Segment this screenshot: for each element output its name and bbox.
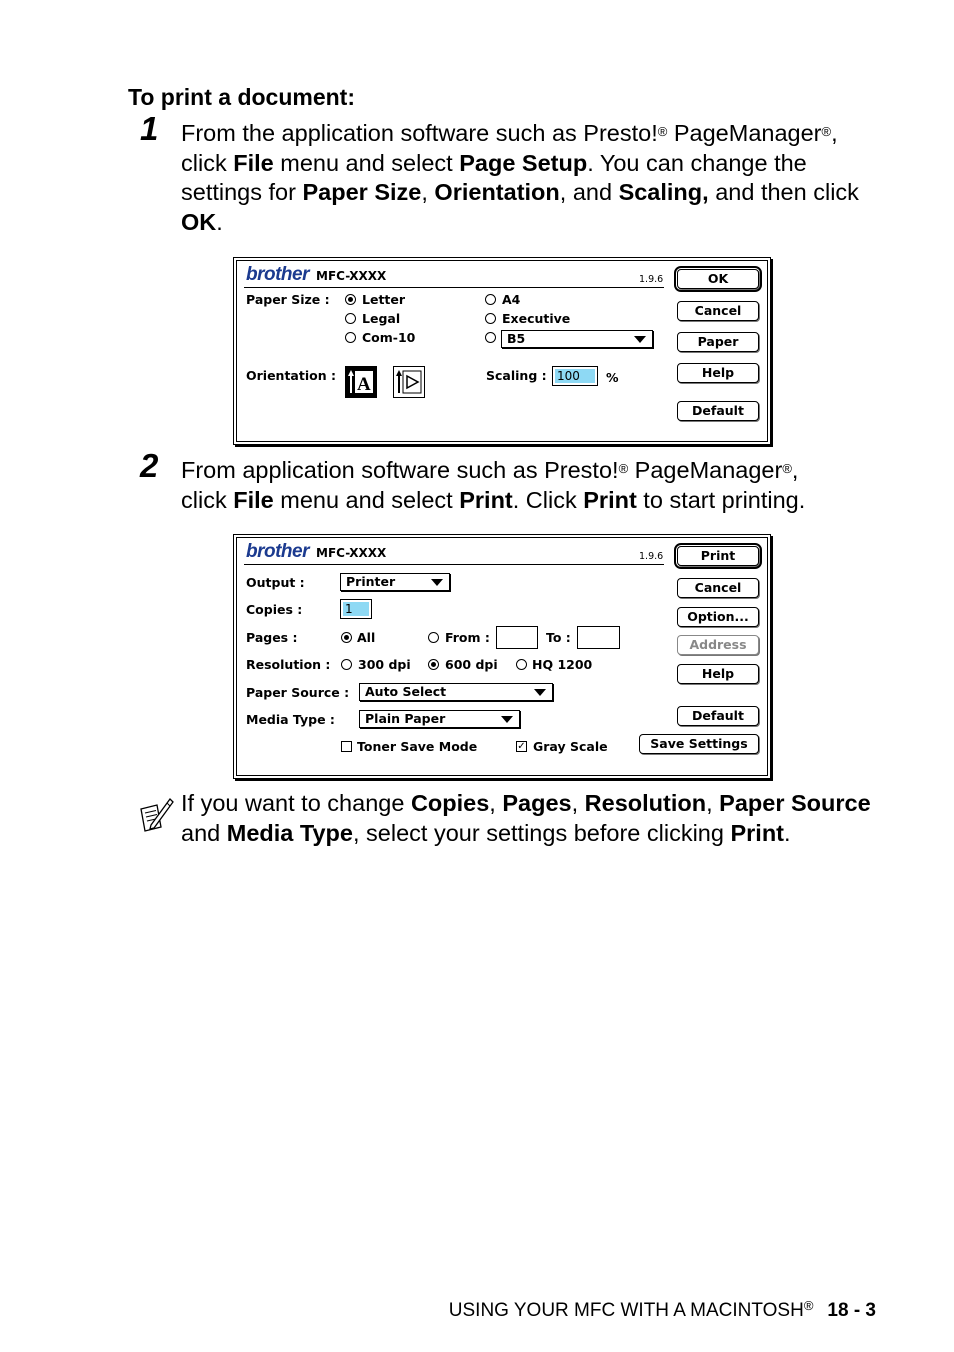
help-button[interactable]: Help [677, 363, 759, 383]
media-type-label: Media Type : [246, 712, 335, 727]
com10-label: Com-10 [362, 330, 416, 345]
address-button[interactable]: Address [677, 635, 759, 655]
to-label: To : [546, 630, 571, 645]
save-settings-button[interactable]: Save Settings [639, 734, 759, 754]
paper-size-label: Paper Size : [246, 292, 330, 307]
radio-letter[interactable] [345, 294, 356, 305]
gray-scale-checkbox[interactable]: ✓ [517, 741, 526, 752]
paper-source-label: Paper Source : [246, 685, 350, 700]
output-popup[interactable]: Printer [340, 573, 450, 591]
cancel-button[interactable]: Cancel [677, 578, 759, 598]
media-type-popup[interactable]: Plain Paper [359, 710, 520, 728]
step-1-number: 1 [140, 110, 159, 147]
option-button[interactable]: Option... [677, 607, 759, 627]
toner-save-checkbox[interactable] [341, 741, 352, 752]
cancel-button[interactable]: Cancel [677, 301, 759, 321]
hq1200-label: HQ 1200 [532, 657, 593, 672]
page-setup-dialog [233, 257, 771, 445]
note-pencil-icon [137, 795, 175, 835]
scaling-input[interactable]: 100 [552, 366, 598, 386]
res300-label: 300 dpi [358, 657, 411, 672]
model-name: MFC-XXXX [316, 269, 387, 283]
ok-button[interactable]: OK [677, 269, 759, 289]
orientation-label: Orientation : [246, 368, 336, 383]
radio-hq1200[interactable] [516, 659, 527, 670]
scaling-label: Scaling : [486, 368, 547, 383]
portrait-orientation-icon[interactable] [345, 366, 377, 398]
paper-source-popup[interactable]: Auto Select [359, 683, 553, 701]
percent-label: % [606, 370, 619, 385]
gray-scale-label: Gray Scale [533, 739, 608, 754]
note-text: If you want to change Copies, Pages, Resolution, Paper Source and Media Type, select your settings before clicking Print. [181, 790, 871, 846]
res600-label: 600 dpi [445, 657, 498, 672]
pages-label: Pages : [246, 630, 298, 645]
b5-size-popup[interactable]: B5 [501, 330, 653, 348]
step-1-text: From the application software such as Presto!® PageManager®, click File menu and select Page Setup. You can change the settings for Paper Size, Orientation, and Scaling, and then click OK. [181, 120, 859, 235]
print-dialog [233, 534, 771, 779]
radio-legal[interactable] [345, 313, 356, 324]
resolution-label: Resolution : [246, 657, 331, 672]
default-button[interactable]: Default [677, 401, 759, 421]
radio-com10[interactable] [345, 332, 356, 343]
all-label: All [357, 630, 376, 645]
radio-b5[interactable] [485, 332, 496, 343]
from-input[interactable] [496, 626, 538, 649]
brother-logo: brother [246, 541, 309, 562]
help-button[interactable]: Help [677, 664, 759, 684]
radio-executive[interactable] [485, 313, 496, 324]
copies-label: Copies : [246, 602, 303, 617]
model-name: MFC-XXXX [316, 546, 387, 560]
print-button[interactable]: Print [677, 546, 759, 566]
step-2-text: From application software such as Presto!® PageManager®, click File menu and select Print. Click Print to start printing. [181, 457, 806, 513]
page-footer: USING YOUR MFC WITH A MACINTOSH® 18 - 3 [448, 1298, 876, 1321]
copies-input[interactable]: 1 [340, 599, 372, 619]
output-label: Output : [246, 575, 305, 590]
version-label: 1.9.6 [639, 551, 664, 562]
from-label: From : [445, 630, 490, 645]
landscape-orientation-icon[interactable] [393, 366, 425, 398]
brother-logo: brother [246, 264, 309, 285]
toner-save-label: Toner Save Mode [357, 739, 478, 754]
legal-label: Legal [362, 311, 401, 326]
page-number: 18 - 3 [827, 1300, 876, 1321]
version-label: 1.9.6 [639, 274, 664, 285]
radio-300dpi[interactable] [341, 659, 352, 670]
executive-label: Executive [502, 311, 571, 326]
a4-label: A4 [502, 292, 521, 307]
radio-pages-range[interactable] [428, 632, 439, 643]
radio-600dpi[interactable] [428, 659, 439, 670]
radio-a4[interactable] [485, 294, 496, 305]
letter-label: Letter [362, 292, 406, 307]
radio-pages-all[interactable] [341, 632, 352, 643]
step-2-number: 2 [140, 447, 159, 484]
default-button[interactable]: Default [677, 706, 759, 726]
section-heading: To print a document: [128, 84, 356, 110]
paper-button[interactable]: Paper [677, 332, 759, 352]
to-input[interactable] [577, 626, 620, 649]
svg-text:A: A [357, 374, 371, 395]
